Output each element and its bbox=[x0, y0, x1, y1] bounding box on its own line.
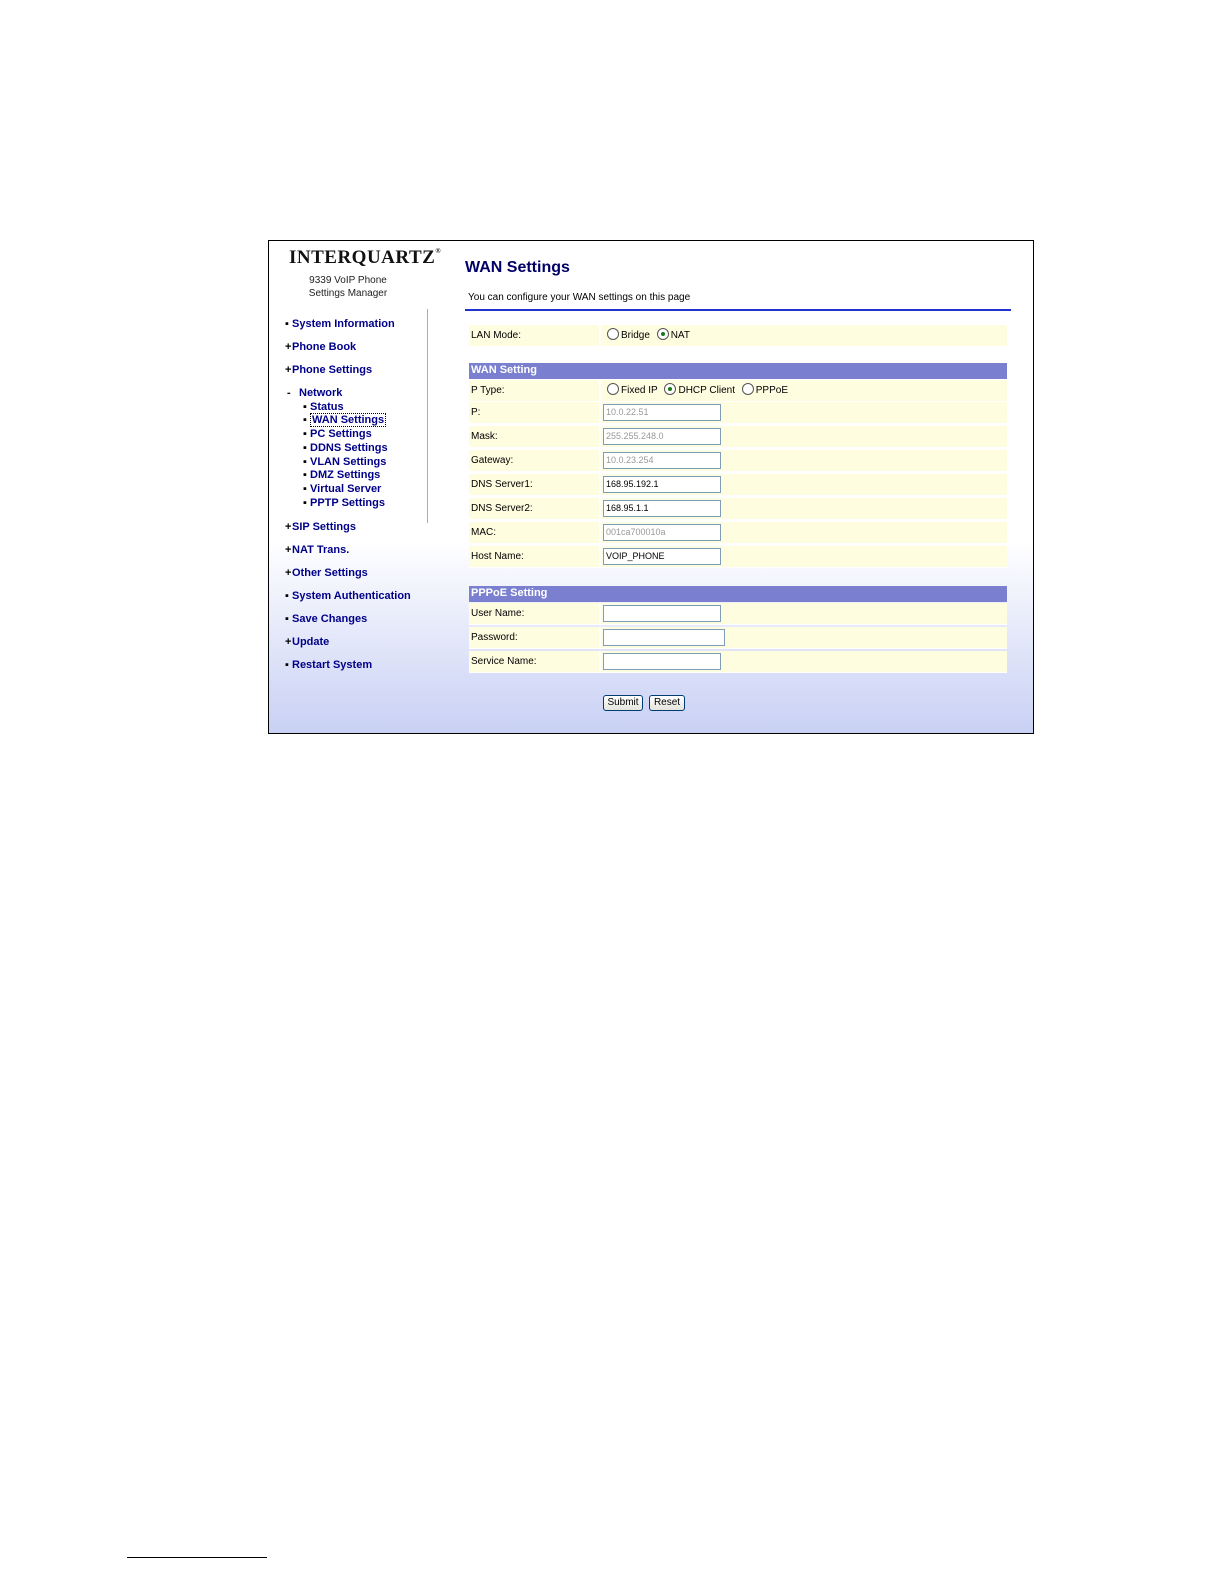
radio-checked-icon bbox=[664, 383, 676, 395]
bullet-icon: ▪ bbox=[285, 659, 289, 671]
bullet-icon: ▪ bbox=[303, 469, 307, 481]
expand-icon: + bbox=[285, 636, 292, 648]
nav-ddns-settings[interactable] bbox=[303, 442, 388, 454]
bullet-icon: ▪ bbox=[303, 456, 307, 468]
host-name-row bbox=[469, 546, 1007, 568]
bullet-icon: ▪ bbox=[303, 442, 307, 454]
sidebar bbox=[269, 241, 442, 733]
bullet-icon: ▪ bbox=[303, 497, 307, 509]
nav-label: DMZ Settings bbox=[310, 469, 381, 481]
bullet-icon: ▪ bbox=[303, 401, 307, 413]
expand-icon: + bbox=[285, 544, 292, 556]
nav-label: VLAN Settings bbox=[310, 456, 387, 468]
ip-row bbox=[469, 402, 1007, 424]
nav-network-status[interactable] bbox=[303, 401, 344, 413]
pppoe-user-row bbox=[469, 603, 1007, 625]
radio-label: PPPoE bbox=[755, 385, 788, 396]
lan-mode-value bbox=[599, 325, 690, 346]
mask-value bbox=[599, 426, 664, 447]
section-title: WAN Setting bbox=[471, 364, 537, 376]
ip-type-fixed-radio[interactable] bbox=[607, 383, 658, 396]
radio-label: NAT bbox=[670, 330, 690, 341]
nav-restart-system[interactable] bbox=[285, 659, 372, 671]
bullet-icon: ▪ bbox=[303, 483, 307, 495]
nav-system-authentication[interactable] bbox=[285, 590, 411, 602]
nav-phone-settings[interactable] bbox=[285, 364, 372, 376]
nav-label: SIP Settings bbox=[292, 521, 356, 533]
dns1-label: DNS Server1: bbox=[471, 479, 533, 490]
reset-button[interactable]: Reset bbox=[649, 695, 685, 711]
pppoe-service-row bbox=[469, 651, 1007, 673]
radio-unchecked-icon bbox=[607, 328, 619, 340]
nav-system-information[interactable] bbox=[285, 318, 395, 330]
section-title: PPPoE Setting bbox=[471, 587, 548, 599]
lan-mode-label: LAN Mode: bbox=[471, 330, 522, 341]
radio-label: DHCP Client bbox=[678, 385, 735, 396]
gateway-label: Gateway: bbox=[471, 455, 514, 466]
bullet-icon: ▪ bbox=[285, 590, 289, 602]
dns2-row bbox=[469, 498, 1007, 520]
nav-phone-book[interactable] bbox=[285, 341, 356, 353]
lan-mode-bridge-radio[interactable] bbox=[607, 328, 650, 341]
expand-icon: + bbox=[285, 341, 292, 353]
password-field[interactable] bbox=[603, 629, 725, 646]
pppoe-setting-header bbox=[469, 586, 1007, 602]
nav-label: Network bbox=[299, 387, 343, 399]
page-description: You can configure your WAN settings on this page bbox=[468, 292, 691, 303]
lan-mode-row bbox=[469, 325, 1007, 347]
browser-page-frame bbox=[268, 240, 1034, 734]
nav-pc-settings[interactable] bbox=[303, 428, 372, 440]
bullet-icon: ▪ bbox=[303, 414, 307, 426]
nav-label: System Authentication bbox=[292, 590, 411, 602]
service-name-label: Service Name: bbox=[471, 656, 537, 667]
nav-vlan-settings[interactable] bbox=[303, 456, 386, 468]
nav-dmz-settings[interactable] bbox=[303, 469, 380, 481]
nav-label: Phone Book bbox=[292, 341, 357, 353]
nav-nat-trans[interactable] bbox=[285, 544, 349, 556]
expand-icon: + bbox=[285, 521, 292, 533]
nav-label: WAN Settings bbox=[312, 414, 385, 426]
nav-label: Update bbox=[292, 636, 330, 648]
radio-checked-icon bbox=[657, 328, 669, 340]
nav-label: PC Settings bbox=[310, 428, 372, 440]
dns2-label: DNS Server2: bbox=[471, 503, 533, 514]
interquartz-logo bbox=[289, 247, 441, 269]
nav-save-changes[interactable] bbox=[285, 613, 367, 625]
lan-mode-radio-group bbox=[607, 328, 694, 341]
nav-label: Save Changes bbox=[292, 613, 368, 625]
product-subtitle: Settings Manager bbox=[308, 288, 388, 299]
collapse-icon: - bbox=[287, 387, 291, 399]
dns2-value bbox=[599, 498, 649, 519]
radio-unchecked-icon bbox=[742, 383, 754, 395]
pppoe-password-row bbox=[469, 627, 1007, 649]
product-name: 9339 VoIP Phone bbox=[309, 275, 387, 286]
logo-text: INTERQUARTZ bbox=[289, 247, 436, 268]
page-title: WAN Settings bbox=[465, 259, 570, 276]
radio-label: Bridge bbox=[621, 330, 650, 341]
nav-label: Status bbox=[310, 401, 344, 413]
ip-type-pppoe-radio[interactable] bbox=[742, 383, 788, 396]
expand-icon: + bbox=[285, 364, 292, 376]
mask-label: Mask: bbox=[471, 431, 498, 442]
nav-label: Other Settings bbox=[292, 567, 368, 579]
mac-field[interactable]: 001ca700010a bbox=[603, 524, 721, 541]
nav-label: Virtual Server bbox=[310, 483, 382, 495]
registered-mark: ® bbox=[435, 247, 442, 255]
ip-value bbox=[599, 402, 649, 423]
title-divider bbox=[465, 309, 1011, 311]
ip-label: P: bbox=[471, 407, 481, 418]
nav-sip-settings[interactable] bbox=[285, 521, 356, 533]
password-label: Password: bbox=[471, 632, 518, 643]
ip-type-value bbox=[599, 380, 788, 401]
ip-type-label: P Type: bbox=[471, 385, 505, 396]
bullet-icon: ▪ bbox=[285, 318, 289, 330]
nav-label: PPTP Settings bbox=[310, 497, 385, 509]
nav-network[interactable] bbox=[287, 387, 342, 399]
mac-row bbox=[469, 522, 1007, 544]
expand-icon: + bbox=[285, 567, 292, 579]
nav-other-settings[interactable] bbox=[285, 567, 368, 579]
gateway-field[interactable]: 10.0.23.254 bbox=[603, 452, 721, 469]
submit-button[interactable]: Submit bbox=[603, 695, 643, 711]
gateway-value bbox=[599, 450, 654, 471]
gateway-row bbox=[469, 450, 1007, 472]
nav-label: System Information bbox=[292, 318, 395, 330]
nav-divider bbox=[427, 309, 428, 523]
ip-type-row bbox=[469, 380, 1007, 402]
mac-label: MAC: bbox=[471, 527, 496, 538]
nav-pptp-settings[interactable] bbox=[303, 497, 385, 509]
mask-row bbox=[469, 426, 1007, 448]
nav-label: NAT Trans. bbox=[292, 544, 350, 556]
user-name-field[interactable] bbox=[603, 605, 721, 622]
wan-setting-header bbox=[469, 363, 1007, 379]
nav-label: Phone Settings bbox=[292, 364, 373, 376]
bullet-icon: ▪ bbox=[285, 613, 289, 625]
dns-server2-field[interactable]: 168.95.1.1 bbox=[603, 500, 721, 517]
bullet-icon: ▪ bbox=[303, 428, 307, 440]
password-value bbox=[599, 627, 601, 648]
nav-virtual-server[interactable] bbox=[303, 483, 381, 495]
service-name-field[interactable] bbox=[603, 653, 721, 670]
host-name-value bbox=[599, 546, 665, 567]
dns1-value bbox=[599, 474, 659, 495]
nav-label: DDNS Settings bbox=[310, 442, 388, 454]
host-name-label: Host Name: bbox=[471, 551, 524, 562]
host-name-field[interactable]: VOIP_PHONE bbox=[603, 548, 721, 565]
ip-field[interactable]: 10.0.22.51 bbox=[603, 404, 721, 421]
footnote-separator bbox=[127, 1557, 267, 1558]
radio-unchecked-icon bbox=[607, 383, 619, 395]
mac-value bbox=[599, 522, 666, 543]
nav-update[interactable] bbox=[285, 636, 329, 648]
ip-type-radio-group bbox=[607, 383, 792, 396]
lan-mode-nat-radio[interactable] bbox=[657, 328, 690, 341]
dns-server1-field[interactable]: 168.95.192.1 bbox=[603, 476, 721, 493]
user-name-label: User Name: bbox=[471, 608, 525, 619]
radio-label: Fixed IP bbox=[621, 385, 658, 396]
nav-label: Restart System bbox=[292, 659, 373, 671]
user-name-value bbox=[599, 603, 601, 624]
ip-type-dhcp-radio[interactable] bbox=[664, 383, 735, 396]
mask-field[interactable]: 255.255.248.0 bbox=[603, 428, 721, 445]
dns1-row bbox=[469, 474, 1007, 496]
nav-wan-settings[interactable] bbox=[303, 414, 386, 426]
service-name-value bbox=[599, 651, 601, 672]
